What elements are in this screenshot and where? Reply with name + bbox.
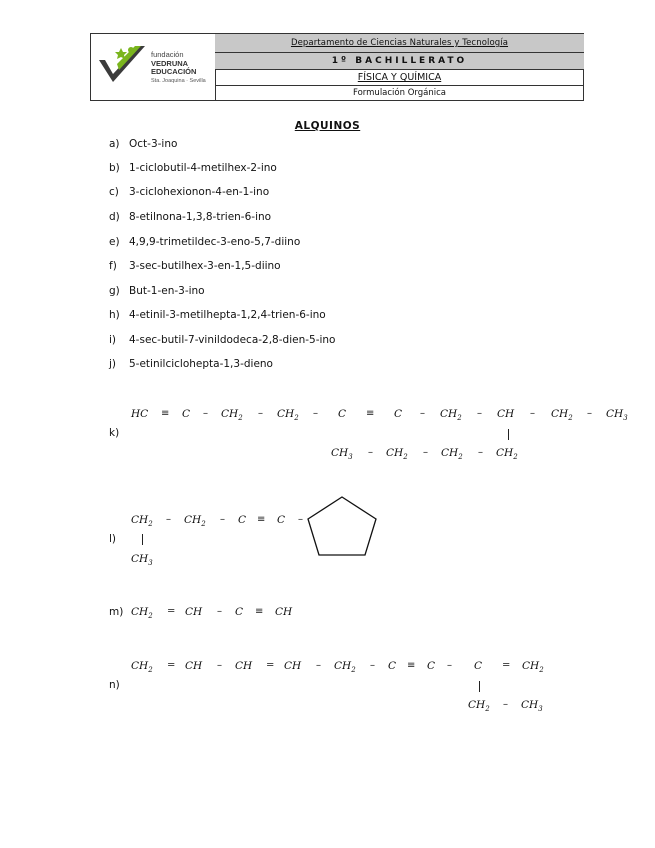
department-title: Departamento de Ciencias Naturales y Tecnología xyxy=(215,34,584,53)
logo-line4: Sta. Joaquina · Sevilla xyxy=(151,77,206,84)
topic-title: Formulación Orgánica xyxy=(353,88,446,98)
subject-title: FÍSICA Y QUÍMICA xyxy=(215,70,584,86)
course-title: 1º BACHILLERATO xyxy=(215,53,584,70)
logo xyxy=(91,34,216,100)
list-item: e) 4,9,9-trimetildec-3-eno-5,7-diino xyxy=(109,236,301,248)
logo-line3: EDUCACIÓN xyxy=(151,67,197,76)
list-item: c) 3-ciclohexionon-4-en-1-ino xyxy=(109,186,270,198)
list-item: a) Oct-3-ino xyxy=(109,138,178,150)
list-item: g) But-1-en-3-ino xyxy=(109,285,205,297)
formula-n-label: n) xyxy=(109,679,120,691)
list-item: b) 1-ciclobutil-4-metilhex-2-ino xyxy=(109,162,277,174)
formula-l-label: l) xyxy=(109,533,117,545)
formula-k-label: k) xyxy=(109,427,120,439)
header-table xyxy=(90,33,584,101)
list-item: h) 4-etinil-3-metilhepta-1,2,4-trien-6-ino xyxy=(109,309,326,321)
list-item: f) 3-sec-butilhex-3-en-1,5-diino xyxy=(109,260,281,272)
list-item: j) 5-etinilciclohepta-1,3-dieno xyxy=(109,358,273,370)
list-item: i) 4-sec-butil-7-vinildodeca-2,8-dien-5-ino xyxy=(109,334,336,346)
cyclopentane-ring xyxy=(305,494,380,558)
logo-line1: fundación xyxy=(151,50,184,59)
formula-m-label: m) xyxy=(109,606,124,618)
list-item: d) 8-etilnona-1,3,8-trien-6-ino xyxy=(109,211,272,223)
page-title: ALQUINOS xyxy=(294,120,361,132)
logo-line2: VEDRUNA xyxy=(151,58,189,68)
